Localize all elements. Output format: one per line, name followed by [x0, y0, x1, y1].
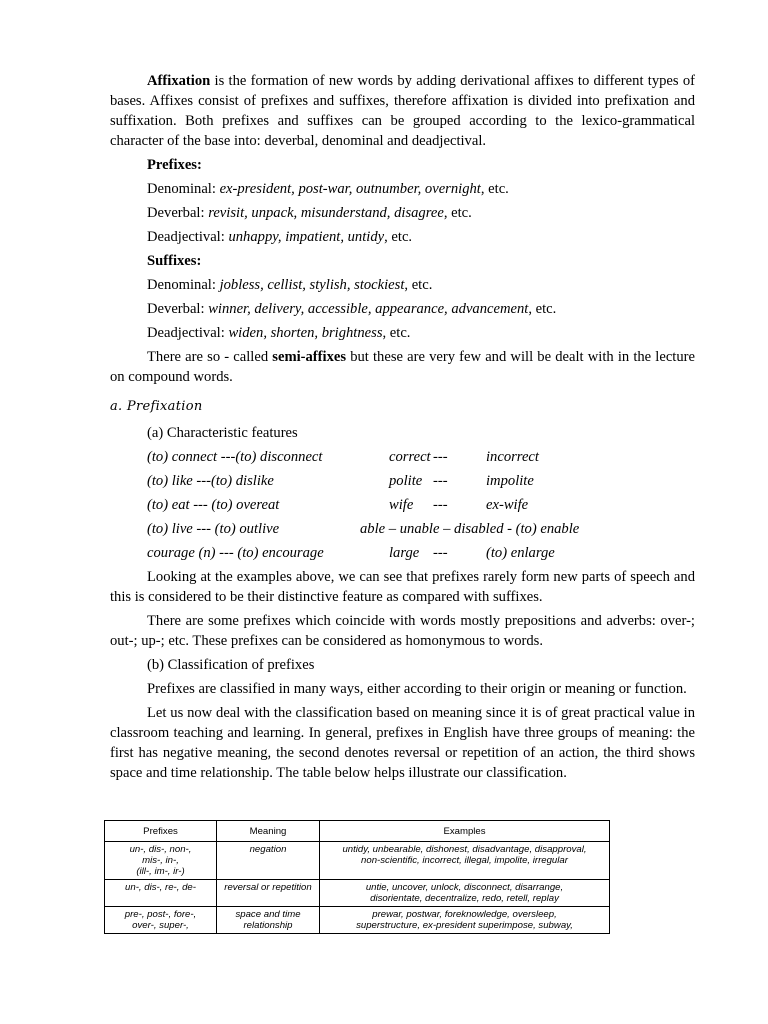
- table-row: [105, 907, 610, 934]
- intro-text: is the formation of new words by adding derivational affixes to different types of bases. Affixes consist of prefixes and suffixes, therefore affixation is divided into prefixation and suffixation. Both prefixes and suffixes can be grouped according to the lexico-grammatical character of the base into: deverbal, denominal and deadjectival.: [110, 73, 695, 149]
- document-page: [110, 71, 695, 783]
- prefix-denominal: Denominal: ex-president, post-war, outnumber, overnight, etc.: [147, 181, 509, 197]
- classified-paragraph: Prefixes are classified in many ways, either according to their origin or meaning or function.: [147, 681, 687, 697]
- suffixes-heading: Suffixes:: [147, 253, 202, 269]
- suffix-deadjectival: Deadjectival: widen, shorten, brightness, etc.: [147, 325, 411, 341]
- classification-heading: (b) Classification of prefixes: [147, 657, 315, 673]
- semi-affixes-paragraph: There are so - called semi-affixes but these are very few and will be dealt with in the lecture on compound words.: [110, 349, 695, 385]
- cell-examples: untidy, unbearable, dishonest, disadvantage, disapproval, non-scientific, incorrect, illegal, impolite, irregular: [320, 842, 610, 880]
- suffix-denominal: Denominal: jobless, cellist, stylish, stockiest, etc.: [147, 277, 433, 293]
- header-examples: Examples: [320, 821, 610, 842]
- looking-paragraph: Looking at the examples above, we can see that prefixes rarely form new parts of speech and this is considered to be their distinctive feature as compared with suffixes.: [110, 569, 695, 605]
- section-prefixation-heading: a. Prefixation: [110, 399, 203, 414]
- cell-prefixes: pre-, post-, fore-, over-, super-,: [105, 907, 217, 934]
- cell-meaning: reversal or repetition: [217, 880, 320, 907]
- prefix-deadjectival: Deadjectival: unhappy, impatient, untidy, etc.: [147, 229, 413, 245]
- header-meaning: Meaning: [217, 821, 320, 842]
- cell-prefixes: un-, dis-, non-, mis-, in-, (ill-, im-, ir-): [105, 842, 217, 880]
- example-row: (to) connect ---(to) disconnect correct --- incorrect: [147, 449, 539, 465]
- cell-prefixes: un-, dis-, re-, de-: [105, 880, 217, 907]
- example-row: (to) like ---(to) dislike polite --- impolite: [147, 473, 534, 489]
- intro-paragraph: [110, 71, 695, 151]
- cell-examples: prewar, postwar, foreknowledge, oversleep, superstructure, ex-president superimpose, subway,: [320, 907, 610, 934]
- prefixes-heading: Prefixes:: [147, 157, 202, 173]
- example-row: (to) eat --- (to) overeat wife --- ex-wife: [147, 497, 529, 513]
- prefix-classification-table: [104, 820, 610, 934]
- meaning-paragraph: Let us now deal with the classification based on meaning since it is of great practical value in classroom teaching and learning. In general, prefixes in English have three groups of meaning: the first has negative meaning, the second denotes reversal or repetition of an action, the third shows space and time relationship. The table below helps illustrate our classification.: [110, 705, 695, 781]
- characteristic-features-heading: (a) Characteristic features: [147, 425, 298, 441]
- cell-examples: untie, uncover, unlock, disconnect, disarrange, disorientate, decentralize, redo, retell, replay: [320, 880, 610, 907]
- example-row: (to) live --- (to) outlive able – unable – disabled - (to) enable: [147, 521, 580, 537]
- table-row: [105, 880, 610, 907]
- header-prefixes: Prefixes: [105, 821, 217, 842]
- table-header-row: [105, 821, 610, 842]
- coincide-paragraph: There are some prefixes which coincide with words mostly prepositions and adverbs: over-; out-; up-; etc. These prefixes can be considered as homonymous to words.: [110, 613, 695, 649]
- semi-affixes-term: semi-affixes: [272, 349, 347, 365]
- table-row: [105, 842, 610, 880]
- example-row: courage (n) --- (to) encourage large --- (to) enlarge: [147, 545, 555, 561]
- affixation-term: Affixation: [147, 73, 211, 89]
- prefix-deverbal: Deverbal: revisit, unpack, misunderstand, disagree, etc.: [147, 205, 472, 221]
- suffix-deverbal: Deverbal: winner, delivery, accessible, appearance, advancement, etc.: [147, 301, 557, 317]
- cell-meaning: space and time relationship: [217, 907, 320, 934]
- cell-meaning: negation: [217, 842, 320, 880]
